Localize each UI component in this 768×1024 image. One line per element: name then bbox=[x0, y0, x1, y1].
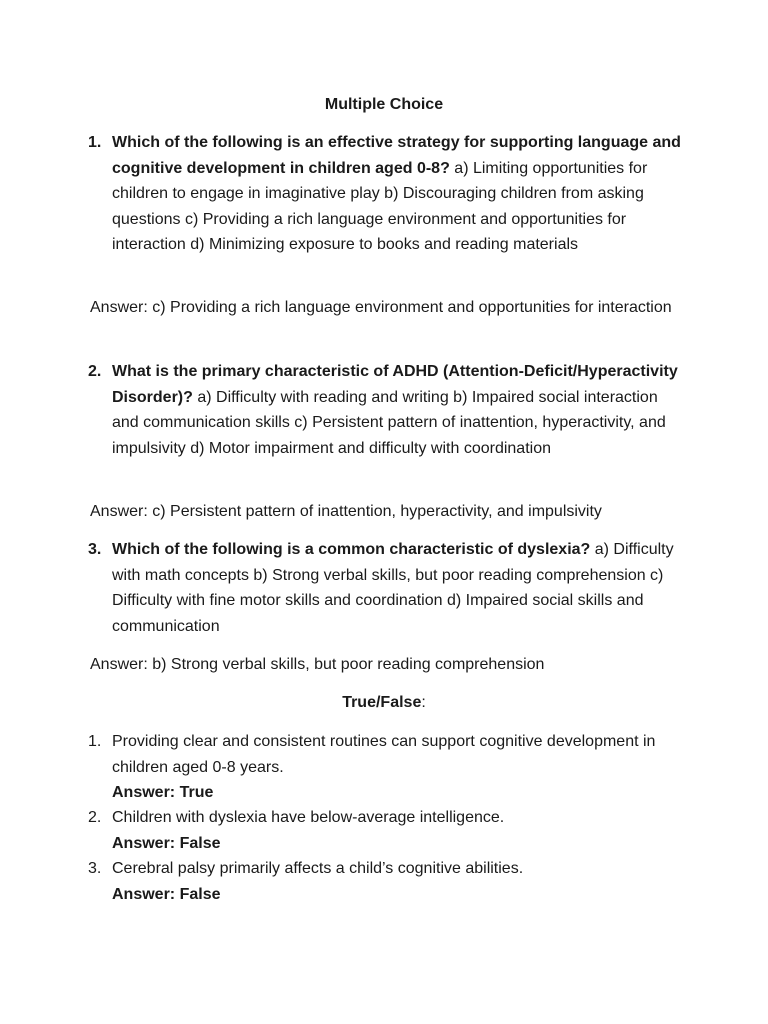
question-options: a) Difficulty with reading and writing b) Impaired social interaction and communication skills c) Persistent pattern of inattention, hyperactivity, and impulsivity d) Motor impairment and difficulty with coordination bbox=[112, 388, 666, 457]
tf-statement: Cerebral palsy primarily affects a child’s cognitive abilities. bbox=[112, 860, 524, 877]
tf-item-2 bbox=[88, 805, 684, 856]
question-options: a) Limiting opportunities for children to engage in imaginative play b) Discouraging children from asking questions c) Providing a rich language environment and opportunities for interaction d) Minimizing exposure to books and reading materials bbox=[112, 159, 648, 253]
tf-number: 2. bbox=[88, 809, 102, 826]
tf-answer: Answer: True bbox=[112, 784, 214, 801]
tf-answer: Answer: False bbox=[112, 885, 221, 903]
multiple-choice-heading: Multiple Choice bbox=[324, 96, 444, 113]
question-options: a) Difficulty with math concepts b) Strong verbal skills, but poor reading comprehension c) Difficulty with fine motor skills and coordination d) Impaired social skills and communication bbox=[112, 541, 674, 635]
question-number: 3. bbox=[88, 541, 102, 558]
tf-item-3 bbox=[88, 856, 684, 907]
true-false-heading-colon: : bbox=[421, 694, 426, 711]
question-text: Which of the following is an effective strategy for supporting language and cognitive development in children aged 0-8? bbox=[112, 134, 681, 177]
mc-answer-2: Answer: c) Persistent pattern of inattention, hyperactivity, and impulsivity bbox=[90, 503, 602, 520]
true-false-heading bbox=[0, 693, 768, 713]
question-number: 1. bbox=[88, 134, 102, 151]
tf-answer: Answer: False bbox=[112, 834, 221, 852]
tf-statement: Children with dyslexia have below-average intelligence. bbox=[112, 809, 505, 826]
tf-statement: Providing clear and consistent routines can support cognitive development in children aged 0-8 years. bbox=[112, 733, 656, 776]
mc-question-2 bbox=[88, 359, 684, 461]
mc-answer-1: Answer: c) Providing a rich language environment and opportunities for interaction bbox=[90, 299, 672, 316]
tf-number: 3. bbox=[88, 860, 102, 877]
question-text: What is the primary characteristic of ADHD (Attention-Deficit/Hyperactivity Disorder)? bbox=[112, 363, 678, 406]
mc-question-1 bbox=[88, 130, 684, 258]
tf-number: 1. bbox=[88, 733, 102, 750]
true-false-heading-text: True/False bbox=[342, 694, 422, 711]
tf-item-1 bbox=[88, 729, 684, 806]
mc-question-3 bbox=[88, 537, 684, 639]
question-number: 2. bbox=[88, 363, 102, 380]
mc-answer-3: Answer: b) Strong verbal skills, but poor reading comprehension bbox=[90, 656, 545, 673]
question-text: Which of the following is a common characteristic of dyslexia? bbox=[112, 541, 591, 558]
